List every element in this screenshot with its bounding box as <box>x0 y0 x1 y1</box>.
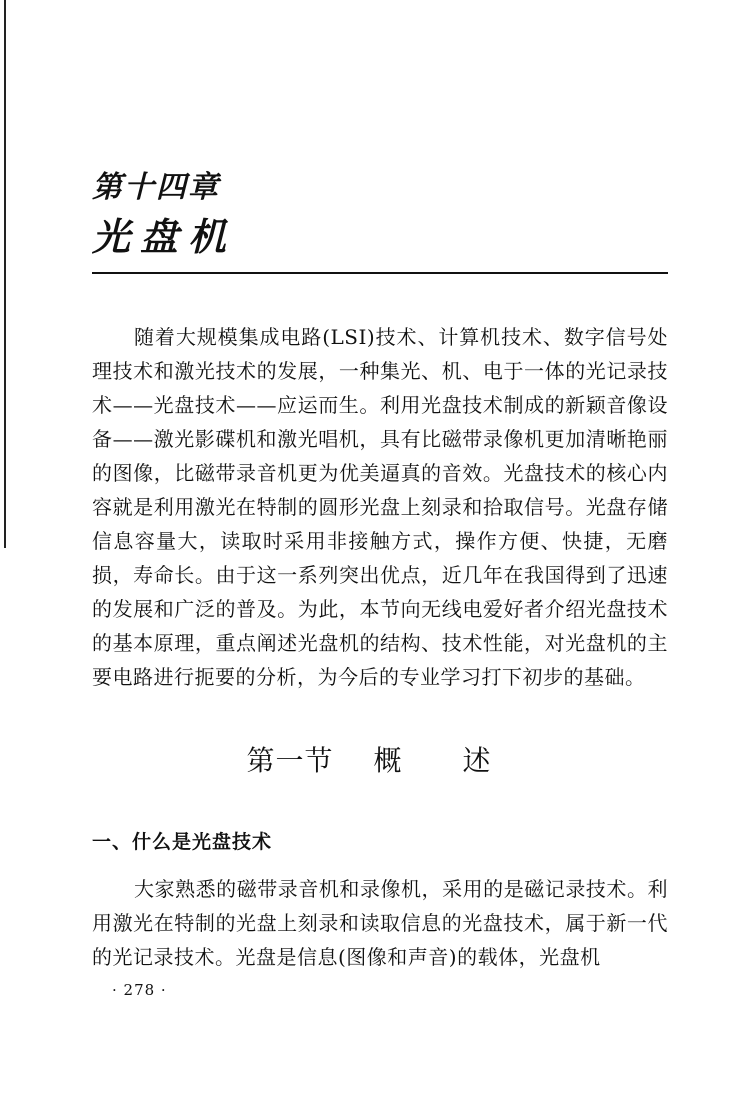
section-title <box>0 744 738 778</box>
section-title-part2: 述 <box>462 744 492 777</box>
section-title-part1: 概 <box>373 744 403 777</box>
chapter-number: 第十四章 <box>92 170 220 205</box>
subsection-paragraph: 大家熟悉的磁带录音机和录像机，采用的是磁记录技术。利用激光在特制的光盘上刻录和读取信息的光盘技术，属于新一代的光记录技术。光盘是信息(图像和声音)的载体，光盘机 <box>92 877 668 969</box>
chapter-title: 光盘机 <box>92 215 237 259</box>
chapter-title-rule <box>92 272 668 274</box>
page-number: · 278 · <box>112 981 167 999</box>
intro-paragraph: 随着大规模集成电路(LSI)技术、计算机技术、数字信号处理技术和激光技术的发展，一种集光、机、电于一体的光记录技术——光盘技术——应运而生。利用光盘技术制成的新颖音像设备——激光影碟机和激光唱机，具有比磁带录像机更加清晰艳丽的图像，比磁带录音机更为优美逼真的音效。光盘技术的核心内容就是利用激光在特制的圆形光盘上刻录和拾取信号。光盘存储信息容量大，读取时采用非接触方式，操作方便、快捷，无磨损，寿命长。由于这一系列突出优点，近几年在我国得到了迅速的发展和广泛的普及。为此，本节向无线电爱好者介绍光盘技术的基本原理，重点阐述光盘机的结构、技术性能，对光盘机的主要电路进行扼要的分析，为今后的专业学习打下初步的基础。 <box>92 325 668 689</box>
section-number: 第一节 <box>246 744 334 777</box>
page-left-edge-rule <box>4 0 6 548</box>
subsection-title: 一、什么是光盘技术 <box>92 831 273 853</box>
